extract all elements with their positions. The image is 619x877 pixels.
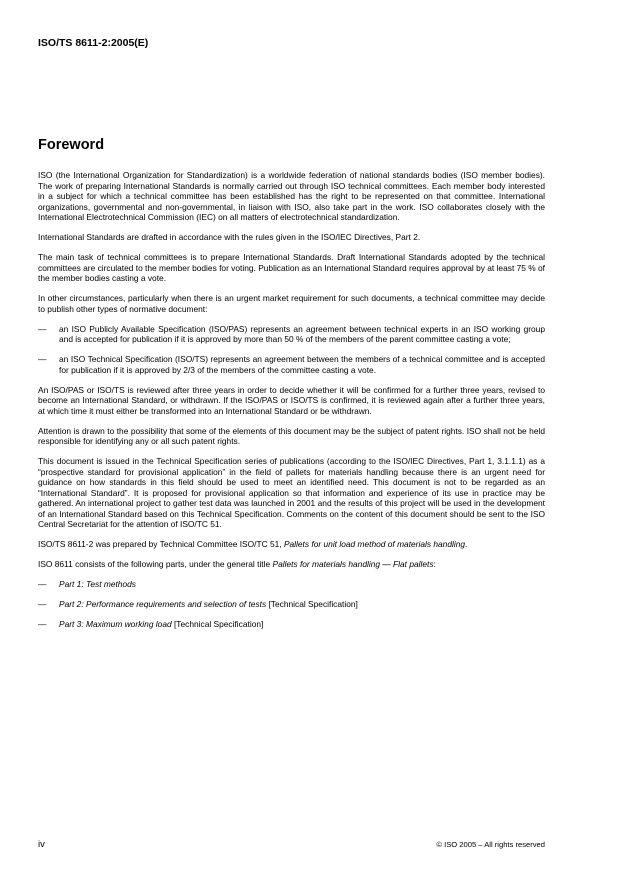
paragraph-patent: Attention is drawn to the possibility that some of the elements of this document may be the subject of patent rights. ISO shall not be held responsible for identifying any or all such patent rights.	[38, 425, 545, 446]
copyright-notice: © ISO 2005 – All rights reserved	[436, 840, 545, 849]
prepared-by-end: .	[465, 539, 468, 549]
paragraph-prepared-by	[38, 539, 545, 550]
paragraph-main-task: The main task of technical committees is to prepare International Standards. Draft International Standards adopted by the technical committees are circulated to the member bodies for voting. Publication as an International Standard requires approval by at least 75 % of the member bodies casting a vote.	[38, 252, 545, 283]
part-note: [Technical Specification]	[171, 619, 264, 629]
general-title: Pallets for materials handling — Flat pallets	[272, 559, 434, 569]
list-item-part-3	[38, 619, 545, 630]
committee-title: Pallets for unit load method of materials handling	[283, 539, 466, 549]
list-item-text: an ISO Publicly Available Specification (ISO/PAS) represents an agreement between technical experts in an ISO working group and is accepted for publication if it is approved by more than 50 % of the members of the parent committee casting a vote;	[59, 323, 545, 344]
parts-intro-end: :	[433, 559, 436, 569]
list-item-part-1	[38, 579, 545, 590]
part-note: [Technical Specification]	[266, 599, 358, 609]
parts-intro-text: ISO 8611 consists of the following parts, under the general title	[38, 559, 273, 569]
paragraph-technical-specification: This document is issued in the Technical Specification series of publications (according to the ISO/IEC Directives, Part 1, 3.1.1.1) as a “prospective standard for provisional application” in the field of pallets for materials handling because there is an urgent need for guidance on how standards in this field should be used to meet an identified need. This document is not to be regarded as an “International Standard”. It is proposed for provisional application so that information and experience of its use in practice may be gathered. An international project to gather test data was launched in 2001 and the results of this project will be used in the development of an International Standard based on this Technical Specification. Comments on the content of this document should be sent to the ISO Central Secretariat for the attention of ISO/TC 51.	[38, 456, 545, 529]
list-item-text: an ISO Technical Specification (ISO/TS) represents an agreement between the members of a technical committee and is accepted for publication if it is approved by 2/3 of the members of the committee casting a vote.	[59, 354, 545, 375]
paragraph-other-circumstances: In other circumstances, particularly when there is an urgent market requirement for such documents, a technical committee may decide to publish other types of normative document:	[38, 293, 545, 314]
part-title: Part 3: Maximum working load	[59, 619, 172, 629]
list-item-iso-ts	[38, 354, 545, 375]
dash-bullet: —	[38, 354, 47, 364]
foreword-body	[38, 170, 545, 639]
prepared-by-text: ISO/TS 8611-2 was prepared by Technical Committee ISO/TC 51,	[38, 539, 284, 549]
paragraph-parts-intro	[38, 559, 545, 570]
part-title: Part 2: Performance requirements and selection of tests	[59, 599, 267, 609]
dash-bullet: —	[38, 323, 47, 334]
paragraph-drafting-rules: International Standards are drafted in accordance with the rules given in the ISO/IEC Directives, Part 2.	[38, 232, 421, 242]
page-title: Foreword	[38, 137, 105, 153]
list-item-part-2	[38, 599, 545, 610]
part-title: Part 1: Test methods	[59, 579, 136, 589]
document-id-header: ISO/TS 8611-2:2005(E)	[38, 37, 149, 49]
page-number: iv	[38, 839, 45, 850]
dash-bullet: —	[38, 599, 47, 609]
paragraph-iso-intro: ISO (the International Organization for Standardization) is a worldwide federation of national standards bodies (ISO member bodies). The work of preparing International Standards is normally carried out through ISO technical committees. Each member body interested in a subject for which a technical committee has been established has the right to be represented on that committee. International organizations, governmental and non-governmental, in liaison with ISO, also take part in the work. ISO collaborates closely with the International Electrotechnical Commission (IEC) on all matters of electrotechnical standardization.	[38, 170, 545, 222]
paragraph-review: An ISO/PAS or ISO/TS is reviewed after three years in order to decide whether it will be confirmed for a further three years, revised to become an International Standard, or withdrawn. If the ISO/PAS or ISO/TS is confirmed, it is reviewed again after a further three years, at which time it must either be transformed into an International Standard or be withdrawn.	[38, 384, 545, 416]
dash-bullet: —	[38, 579, 47, 589]
dash-bullet: —	[38, 619, 47, 629]
list-item-iso-pas	[38, 324, 545, 345]
